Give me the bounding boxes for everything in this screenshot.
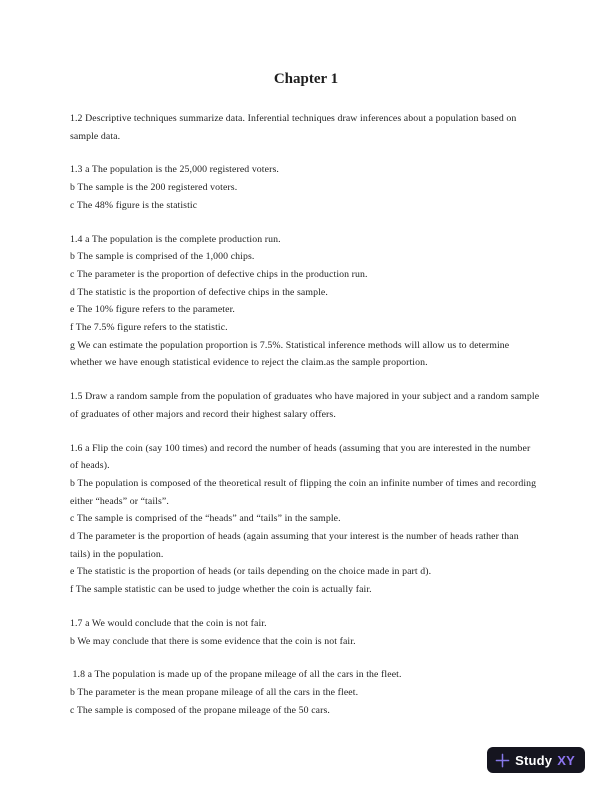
text-line: whether we have enough statistical evidence to reject the claim.as the sample proportion.	[70, 357, 428, 369]
text-line: g We can estimate the population proportion is 7.5%. Statistical inference methods will allow us to determine	[70, 339, 510, 351]
paragraph-1-8	[70, 666, 548, 719]
text-line: 1.7 a We would conclude that the coin is not fair.	[70, 617, 267, 629]
text-line: b The sample is comprised of the 1,000 chips.	[70, 251, 255, 263]
text-line: of heads).	[70, 460, 110, 472]
text-line: b The parameter is the mean propane mileage of all the cars in the fleet.	[70, 686, 359, 698]
brand-name-primary: Study	[515, 752, 553, 768]
text-line: e The statistic is the proportion of heads (or tails depending on the choice made in part d).	[70, 566, 432, 578]
text-line: c The sample is comprised of the “heads” and “tails” in the sample.	[70, 513, 341, 525]
text-line: c The parameter is the proportion of defective chips in the production run.	[70, 268, 368, 280]
text-line: d The statistic is the proportion of defective chips in the sample.	[70, 286, 328, 298]
text-line: e The 10% figure refers to the parameter.	[70, 304, 235, 316]
brand-name-accent: XY	[557, 752, 575, 768]
text-line: d The parameter is the proportion of heads (again assuming that your interest is the number of heads rather than	[70, 531, 519, 543]
text-line: b The population is composed of the theoretical result of flipping the coin an infinite number of times and recording	[70, 477, 537, 489]
text-line: b We may conclude that there is some evidence that the coin is not fair.	[70, 635, 356, 647]
document-body	[70, 110, 548, 735]
plus-icon	[495, 753, 510, 768]
page-title: Chapter 1	[273, 71, 339, 87]
text-line: 1.3 a The population is the 25,000 registered voters.	[70, 164, 279, 176]
text-line: f The sample statistic can be used to judge whether the coin is actually fair.	[70, 584, 372, 596]
text-line: tails) in the population.	[70, 548, 164, 560]
paragraph-1-7	[70, 615, 548, 650]
paragraph-1-6	[70, 440, 548, 599]
paragraph-1-2	[70, 110, 548, 145]
text-line: b The sample is the 200 registered voters.	[70, 182, 238, 194]
studyxy-logo-badge	[487, 747, 585, 773]
text-line: 1.4 a The population is the complete production run.	[70, 233, 281, 245]
paragraph-1-4	[70, 231, 548, 373]
paragraph-1-5	[70, 388, 548, 423]
text-line: 1.2 Descriptive techniques summarize data. Inferential techniques draw inferences about a population based on	[70, 113, 517, 124]
text-line: either “heads” or “tails”.	[70, 495, 169, 507]
text-line: f The 7.5% figure refers to the statistic.	[70, 322, 228, 334]
text-line: c The 48% figure is the statistic	[70, 199, 198, 211]
text-line: of graduates of other majors and record their highest salary offers.	[70, 408, 336, 420]
text-line: 1.8 a The population is made up of the propane mileage of all the cars in the fleet.	[70, 669, 402, 681]
text-line: sample data.	[70, 130, 121, 142]
text-line: c The sample is composed of the propane mileage of the 50 cars.	[70, 704, 330, 716]
paragraph-1-3	[70, 161, 548, 214]
text-line: 1.5 Draw a random sample from the population of graduates who have majored in your subject and a random sample	[70, 391, 540, 403]
text-line: 1.6 a Flip the coin (say 100 times) and record the number of heads (assuming that you are interested in the number	[70, 442, 531, 454]
